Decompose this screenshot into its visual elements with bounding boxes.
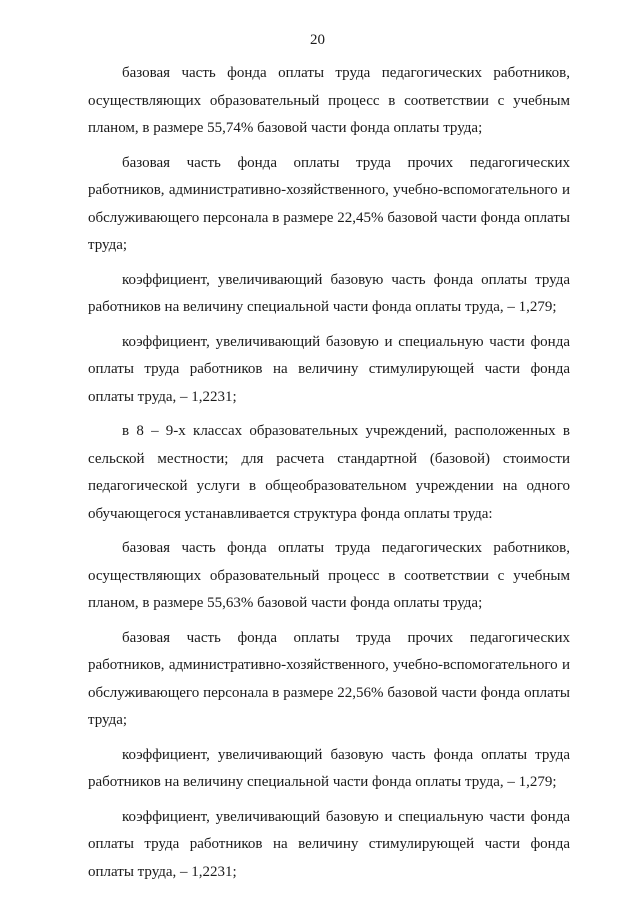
paragraph: базовая часть фонда оплаты труда педагогических работников, осуществляющих образовательный процесс в соответствии с учебным планом, в размере 55,74% базовой части фонда оплаты труда; (88, 65, 570, 136)
paragraph: базовая часть фонда оплаты труда педагогических работников, осуществляющих образовательный процесс в соответствии с учебным планом, в размере 55,63% базовой части фонда оплаты труда; (88, 540, 570, 611)
paragraph: базовая часть фонда оплаты труда прочих педагогических работников, административно-хозяйственного, учебно-вспомогательного и обслуживающего персонала в размере 22,45% базовой части фонда оплаты труда; (88, 154, 570, 253)
page-number: 20 (310, 32, 325, 48)
paragraph: коэффициент, увеличивающий базовую часть фонда оплаты труда работников на величину специальной части фонда оплаты труда, – 1,279; (88, 271, 570, 315)
paragraph: коэффициент, увеличивающий базовую и специальную части фонда оплаты труда работников на величину стимулирующей части фонда оплаты труда, – 1,2231; (88, 808, 570, 880)
paragraph: коэффициент, увеличивающий базовую и специальную части фонда оплаты труда работников на величину стимулирующей части фонда оплаты труда, – 1,2231; (88, 333, 570, 405)
paragraph: базовая часть фонда оплаты труда прочих педагогических работников, административно-хозяйственного, учебно-вспомогательного и обслуживающего персонала в размере 22,56% базовой части фонда оплаты труда; (88, 629, 570, 728)
paragraph: в 8 – 9-х классах образовательных учреждений, расположенных в сельской местности; для расчета стандартной (базовой) стоимости педагогической услуги в общеобразовательном учреждении на одного обучающегося устанавливается структура фонда оплаты труда: (88, 423, 570, 522)
paragraph: коэффициент, увеличивающий базовую часть фонда оплаты труда работников на величину специальной части фонда оплаты труда, – 1,279; (88, 746, 570, 790)
document-body (88, 60, 570, 893)
